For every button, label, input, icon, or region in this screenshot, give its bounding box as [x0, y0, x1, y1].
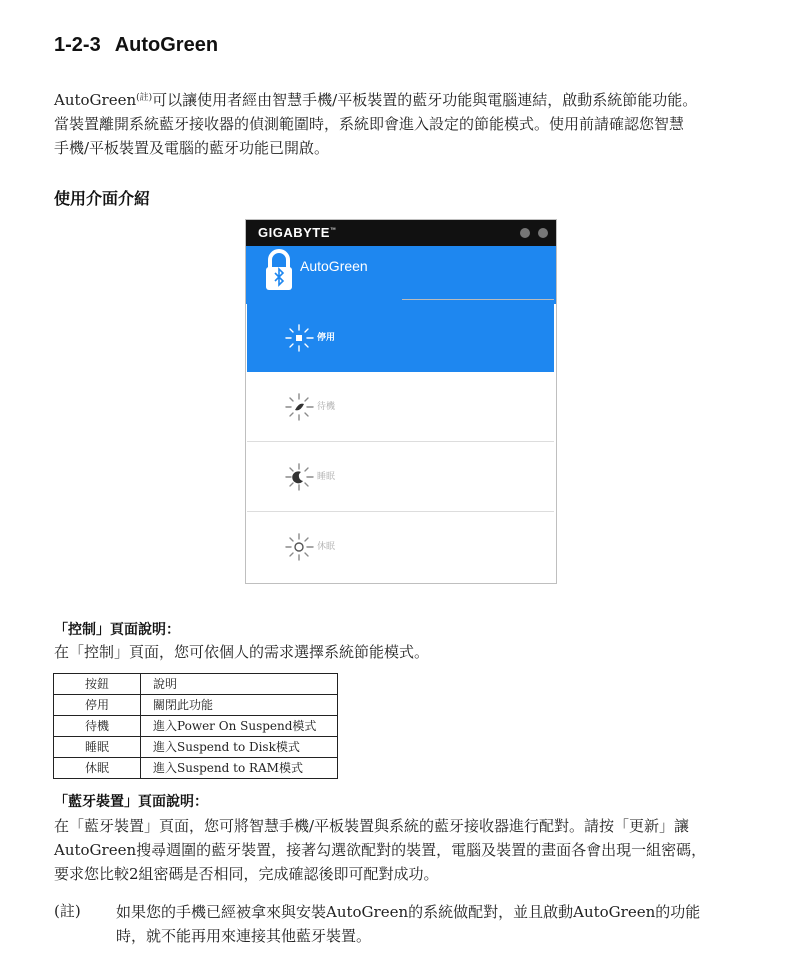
table-cell: 進入Suspend to RAM模式: [141, 758, 338, 779]
hibernate-icon: [283, 532, 315, 562]
lock-bluetooth-icon: [262, 248, 296, 292]
ui-section-title: 使用介面介紹: [54, 189, 151, 208]
table-row: [54, 695, 338, 716]
table-cell: 休眠: [54, 758, 141, 779]
intro-lead: AutoGreen: [54, 91, 137, 109]
app-header: [246, 246, 556, 304]
control-section-desc: 在「控制」頁面，您可依個人的需求選擇系統節能模式。: [54, 643, 430, 661]
mode-hibernate-button[interactable]: [247, 512, 554, 581]
mode-label: 停用: [317, 333, 336, 343]
section-number: 1-2-3: [54, 34, 101, 56]
app-title: AutoGreen: [300, 258, 368, 274]
mode-label: 睡眠: [317, 472, 336, 482]
mode-sleep-button[interactable]: [247, 442, 554, 512]
active-tab-indicator: [248, 298, 402, 300]
note-body: [116, 900, 756, 948]
intro-paragraph: [54, 88, 754, 160]
note-mark: (註): [54, 902, 81, 920]
bluetooth-line3: 要求您比較2組密碼是否相同，完成確認後即可配對成功。: [54, 865, 439, 883]
mode-disable-button[interactable]: [247, 303, 554, 372]
table-cell: 待機: [54, 716, 141, 737]
note-reference: (註): [136, 93, 153, 103]
close-button[interactable]: [538, 228, 548, 238]
table-cell: 關閉此功能: [141, 695, 338, 716]
intro-line1: 可以讓使用者經由智慧手機/平板裝置的藍牙功能與電腦連結，啟動系統節能功能。: [152, 91, 698, 109]
section-heading: [54, 34, 218, 57]
table-cell: 睡眠: [54, 737, 141, 758]
tab-divider: [402, 299, 554, 300]
bluetooth-line1: 在「藍牙裝置」頁面，您可將智慧手機/平板裝置與系統的藍牙接收器進行配對。請按「更新」讓: [54, 817, 690, 835]
table-cell: 進入Suspend to Disk模式: [141, 737, 338, 758]
table-cell: 停用: [54, 695, 141, 716]
table-header-row: [54, 674, 338, 695]
table-cell: 進入Power On Suspend模式: [141, 716, 338, 737]
bluetooth-line2: AutoGreen搜尋週圍的藍牙裝置，接著勾選欲配對的裝置，電腦及裝置的畫面各會出現一組密碼，: [54, 841, 707, 859]
note-line2: 時，就不能再用來連接其他藍牙裝置。: [116, 927, 372, 945]
control-section-title: 「控制」頁面說明：: [54, 622, 180, 638]
sleep-icon: [283, 462, 315, 492]
intro-line2: 當裝置離開系統藍牙接收器的偵測範圍時，系統即會進入設定的節能模式。使用前請確認您智慧: [54, 115, 685, 133]
gigabyte-logo: GIGABYTE™: [258, 225, 337, 240]
mode-label: 待機: [317, 402, 336, 412]
section-title: AutoGreen: [114, 34, 219, 56]
note-line1: 如果您的手機已經被拿來與安裝AutoGreen的系統做配對，並且啟動AutoGreen的功能: [116, 903, 701, 921]
intro-line3: 手機/平板裝置及電腦的藍牙功能已開啟。: [54, 139, 330, 157]
bluetooth-section-title: 「藍牙裝置」頁面說明：: [54, 794, 208, 810]
table-row: [54, 737, 338, 758]
stop-icon: [283, 323, 315, 353]
table-header-cell: 按鈕: [54, 674, 141, 695]
table-row: [54, 716, 338, 737]
mode-standby-button[interactable]: [247, 372, 554, 442]
bluetooth-section-paragraph: [54, 814, 754, 886]
mode-label: 休眠: [317, 542, 336, 552]
app-window: [245, 219, 557, 584]
title-bar: [246, 220, 556, 246]
table-row: [54, 758, 338, 779]
standby-icon: [283, 392, 315, 422]
minimize-button[interactable]: [520, 228, 530, 238]
mode-table: [53, 673, 338, 779]
table-header-cell: 說明: [141, 674, 338, 695]
